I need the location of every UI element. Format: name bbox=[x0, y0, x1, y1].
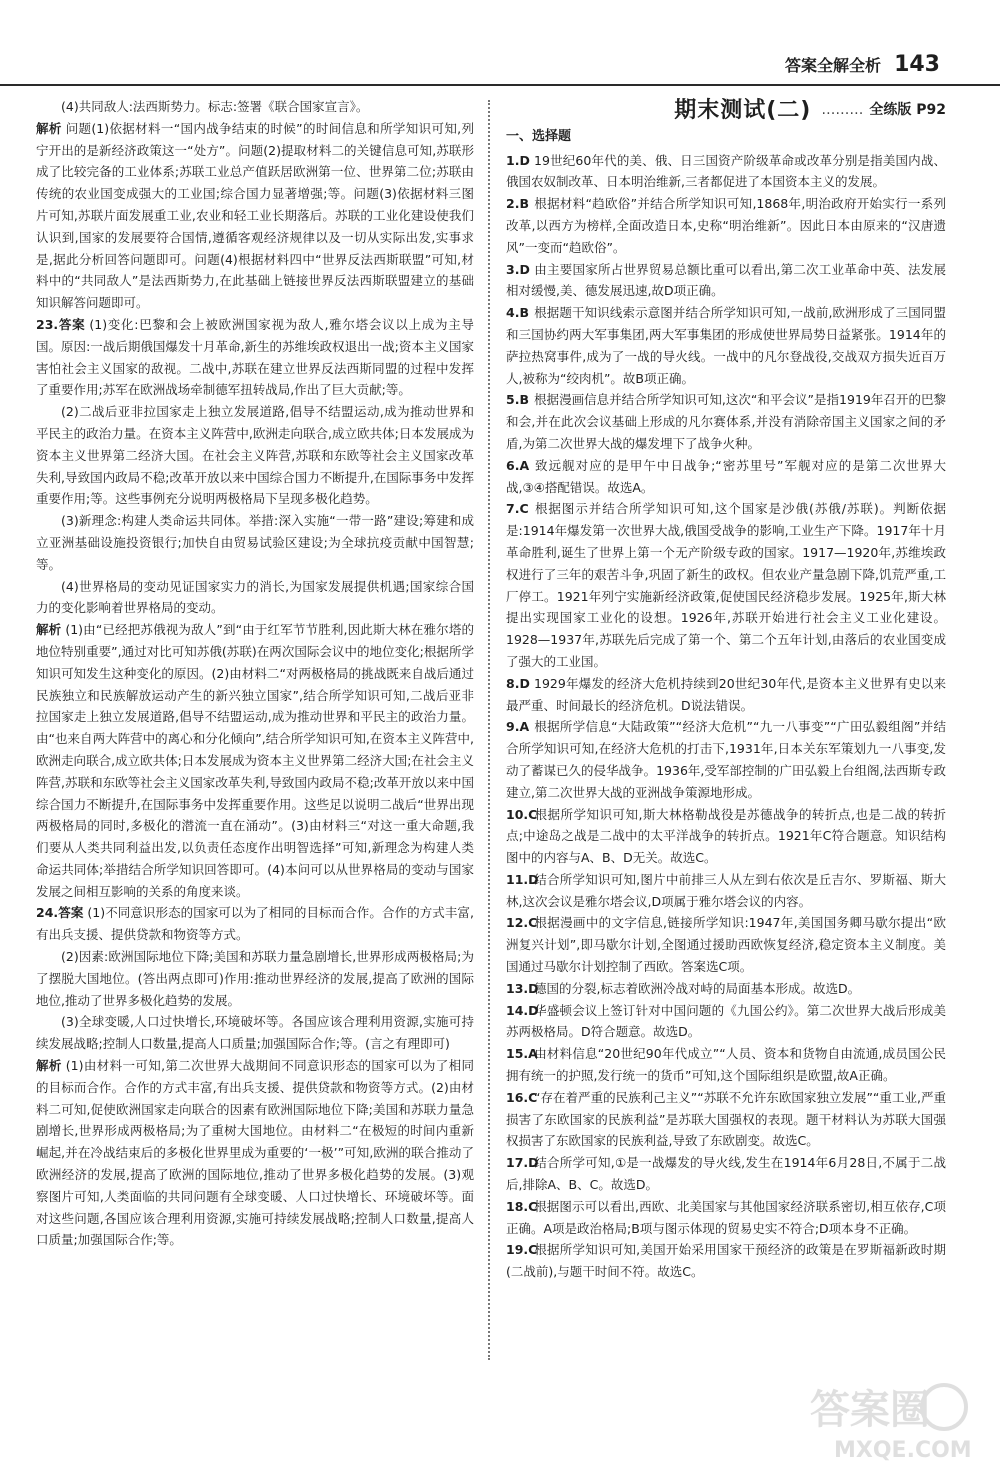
question-number: 10.C bbox=[506, 806, 538, 822]
answer-list bbox=[506, 150, 946, 1283]
answer-item bbox=[506, 978, 946, 1000]
answer-item bbox=[506, 498, 946, 672]
answer-text: 根据图示可以看出,西欧、北美国家与其他国家经济联系密切,相互依存,C项正确。A项是政治格局;B项与图示体现的贸易史实不符合;D项本身不正确。 bbox=[506, 1198, 946, 1236]
section-reference: 全练版 P92 bbox=[869, 102, 946, 118]
watermark-logo bbox=[804, 1373, 984, 1463]
answer-keyword: 解析 bbox=[36, 622, 62, 638]
section-title: 期末测试(二) bbox=[674, 98, 812, 123]
question-number: 1.D bbox=[506, 152, 530, 168]
answer-item bbox=[506, 912, 946, 977]
answer-text: 1929年爆发的经济大危机持续到20世纪30年代,是资本主义世界有史以来最严重、时间最长的经济危机。D说法错误。 bbox=[506, 675, 946, 713]
question-number: 12.C bbox=[506, 915, 538, 931]
paragraph-text: (3)新理念:构建人类命运共同体。举措:深入实施“一带一路”建设;筹建和成立亚洲基础设施投资银行;加快自由贸易试验区建设;为全球抗疫贡献中国智慧;等。 bbox=[36, 513, 474, 572]
question-number: 16.C bbox=[506, 1089, 538, 1105]
answer-item bbox=[506, 1152, 946, 1196]
answer-item bbox=[506, 869, 946, 913]
question-number: 14.D bbox=[506, 1002, 539, 1018]
answer-text: 结合所学知识可知,图片中前排三人从左到右依次是丘吉尔、罗斯福、斯大林,这次会议是雅尔塔会议,D项属于雅尔塔会议的内容。 bbox=[506, 871, 946, 909]
header-label: 答案全解全析 bbox=[784, 56, 881, 75]
answer-item bbox=[506, 389, 946, 454]
paragraph-text: (2)因素:欧洲国际地位下降;美国和苏联力量急剧增长,世界形成两极格局;为了摆脱大国地位。(答出两点即可)作用:推动世界经济的发展,提高了欧洲的国际地位,推动了世界多极化趋势的发展。 bbox=[36, 949, 474, 1008]
answer-item bbox=[506, 1196, 946, 1240]
paragraph-text: (4)共同敌人:法西斯势力。标志:签署《联合国家宣言》。 bbox=[61, 99, 369, 114]
answer-item bbox=[506, 716, 946, 803]
answer-item bbox=[506, 150, 946, 194]
question-number: 15.A bbox=[506, 1046, 538, 1062]
left-paragraph bbox=[36, 619, 474, 902]
answer-text: 根据漫画信息并结合所学知识可知,这次“和平会议”是指1919年召开的巴黎和会,并在此次会议基础上形成的凡尔赛体系,并没有消除帝国主义国家之间的矛盾,为第二次世界大战的爆发埋下了战争火种。 bbox=[506, 392, 946, 451]
left-column bbox=[36, 96, 474, 1251]
paragraph-text: (1)由“已经把苏俄视为敌人”到“由于红军节节胜利,因此斯大林在雅尔塔的地位特别重要”,通过对比可知苏俄(苏联)在两次国际会议中的地位变化;根据所学知识可知发生这种变化的原因。(2)由材料二“对两极格局的挑战既来自战后通过民族独立和民族解放运动产生的新兴独立国家”,结合所学知识可知,二战后亚非拉国家走上独立发展道路,倡导不结盟运动,成为推动世界和平民主的政治力量。由“也来自两大阵营中的离心和分化倾向”,结合所学知识可知,在资本主义阵营中,欧洲走向联合,成立欧共体;日本发展成为资本主义世界第二经济大国;在社会主义阵营,苏联和东欧等社会主义国家改革失利,导致国内政局不稳;改革开放以来中国综合国力不断提升,在国际事务中发挥重要作用。这些足以说明二战后“世界出现两极格局的同时,多极化的潜流一直在涌动”。(3)由材料三“对这一重大命题,我们要从人类共同利益出发,以负责任态度作出明智选择”可知,新理念为构建人类命运共同体;举措结合所学知识回答即可。(4)本问可以从世界格局的变动与国家发展之间相互影响的关系的角度来谈。 bbox=[36, 622, 474, 899]
answer-item bbox=[506, 804, 946, 869]
paragraph-text: 问题(1)依据材料一“国内战争结束的时候”的时间信息和所学知识可知,列宁开出的是新经济政策这一“处方”。问题(2)提取材料二的关键信息可知,苏联形成了比较完备的工业体系;苏联工业总产值跃居欧洲第一位、世界第二位;苏联由传统的农业国变成强大的工业国;综合国力显著增强;等。问题(3)依据材料三图片可知,苏联片面发展重工业,农业和轻工业长期落后。苏联的工业化建设使我们认识到,国家的发展要符合国情,遵循客观经济规律以及一切从实际出发,实事求是,据此分析回答问题即可。问题(4)根据材料四中“世界反法西斯联盟”可知,材料中的“共同敌人”是法西斯势力,在此基础上链接世界反法西斯联盟建立的基础知识解答问题即可。 bbox=[36, 120, 474, 311]
question-number: 13.D bbox=[506, 980, 539, 996]
paragraph-text: (1)不同意识形态的国家可以为了相同的目标而合作。合作的方式丰富,有出兵支援、提供贷款和物资等方式。 bbox=[36, 905, 474, 943]
paragraph-text: (1)由材料一可知,第二次世界大战期间不同意识形态的国家可以为了相同的目标而合作。合作的方式丰富,有出兵支援、提供贷款和物资等方式。(2)由材料二可知,促使欧洲国家走向联合的因素有欧洲国际地位下降;美国和苏联力量急剧增长,世界形成两极格局;为了重树大国地位。由材料二“在极短的时间内重新崛起,并在冷战结束后的多极化世界里成为重要的‘一极’”可知,欧洲的联合推动了欧洲经济的发展,提高了欧洲的国际地位,推动了世界多极化趋势的发展。(3)观察图片可知,人类面临的共同问题有全球变暖、人口过快增长、环境破坏等。面对这些问题,各国应该合理利用资源,实施可持续发展战略;控制人口数量,提高人口质量;加强国际合作;等。 bbox=[36, 1058, 474, 1248]
left-paragraph bbox=[36, 96, 474, 118]
page-header bbox=[785, 52, 940, 77]
paragraph-text: (3)全球变暖,人口过快增长,环境破坏等。各国应该合理利用资源,实施可持续发展战略;控制人口数量,提高人口质量;加强国际合作;等。(言之有理即可) bbox=[36, 1014, 474, 1052]
answer-text: 19世纪60年代的美、俄、日三国资产阶级革命或改革分别是指美国内战、俄国农奴制改革、日本明治维新,三者都促进了本国资本主义的发展。 bbox=[506, 152, 946, 190]
question-number: 2.B bbox=[506, 196, 529, 212]
answer-text: 德国的分裂,标志着欧洲冷战对峙的局面基本形成。故选D。 bbox=[534, 980, 861, 996]
left-paragraph bbox=[36, 118, 474, 314]
header-rule bbox=[0, 84, 1000, 86]
question-number: 6.A bbox=[506, 457, 530, 473]
right-column bbox=[506, 100, 946, 1283]
watermark-text: 答案圈 bbox=[810, 1387, 930, 1433]
left-paragraph bbox=[36, 1055, 474, 1251]
answer-text: 根据所学信息“大陆政策”“经济大危机”“九一八事变”“广田弘毅组阁”并结合所学知识可知,在经济大危机的打击下,1931年,日本关东军策划九一八事变,发动了蓄谋已久的侵华战争。1936年,受军部控制的广田弘毅上台组阁,法西斯专政建立,第二次世界大战的亚洲战争策源地形成。 bbox=[506, 719, 946, 800]
answer-item bbox=[506, 1239, 946, 1283]
answer-item bbox=[506, 673, 946, 717]
paragraph-text: (2)二战后亚非拉国家走上独立发展道路,倡导不结盟运动,成为推动世界和平民主的政治力量。在资本主义阵营中,欧洲走向联合,成立欧共体;日本发展成为资本主义世界第二经济大国。在社会主义阵营,苏联和东欧等社会主义国家改革失利,导致国内政局不稳;改革开放以来中国综合国力不断提升,在国际事务中发挥重要作用;等。这些事例充分说明两极格局下呈现多极化趋势。 bbox=[36, 404, 474, 507]
answer-text: 根据所学知识可知,美国开始采用国家干预经济的政策是在罗斯福新政时期(二战前),与题干时间不符。故选C。 bbox=[506, 1242, 946, 1280]
answer-text: 根据漫画中的文字信息,链接所学知识:1947年,美国国务卿马歇尔提出“欧洲复兴计划”,即马歇尔计划,全图通过援助西欧恢复经济,稳定资本主义制度。美国通过马歇尔计划控制了西欧。答案选C项。 bbox=[506, 915, 946, 975]
left-paragraph bbox=[36, 314, 474, 401]
question-number: 7.C bbox=[506, 501, 529, 517]
answer-item bbox=[506, 1087, 946, 1152]
answer-item bbox=[506, 302, 946, 389]
question-number: 19.C bbox=[506, 1242, 538, 1258]
answer-text: 由材料信息“20世纪90年代成立”“人员、资本和货物自由流通,成员国公民拥有统一的护照,发行统一的货币”可知,这个国际组织是欧盟,故A正确。 bbox=[506, 1046, 946, 1084]
answer-keyword: 答案 bbox=[58, 316, 86, 332]
question-number: 9.A bbox=[506, 719, 530, 735]
question-number: 24. bbox=[36, 905, 59, 921]
answer-text: 由主要国家所占世界贸易总额比重可以看出,第二次工业革命中英、法发展相对缓慢,美、德发展迅速,故D项正确。 bbox=[506, 261, 946, 299]
answer-text: 根据图示并结合所学知识可知,这个国家是沙俄(苏俄/苏联)。判断依据是:1914年爆发第一次世界大战,俄国受战争的影响,工业生产下降。1917年十月革命胜利,诞生了世界上第一个无产阶级专政的国家。1917—1920年,苏维埃政权进行了三年的艰苦斗争,巩固了新生的政权。但农业产量急剧下降,饥荒严重,工厂停工。1921年列宁实施新经济政策,促使国民经济稳步发展。1925年,斯大林提出实现国家工业化的设想。1926年,苏联开始进行社会主义工业化建设。1928—1937年,苏联先后完成了第一个、第二个五年计划,由落后的农业国变成了强大的工业国。 bbox=[506, 501, 946, 669]
answer-text: 根据所学知识可知,斯大林格勒战役是苏德战争的转折点,也是二战的转折点;中途岛之战是二战中的太平洋战争的转折点。1921年C符合题意。知识结构图中的内容与A、B、D无关。故选C。 bbox=[506, 806, 946, 866]
answer-item bbox=[506, 1043, 946, 1087]
answer-text: 华盛顿会议上签订针对中国问题的《九国公约》。第二次世界大战后形成美苏两极格局。D符合题意。故选D。 bbox=[506, 1002, 946, 1040]
part-title: 一、选择题 bbox=[506, 128, 572, 144]
column-divider bbox=[488, 100, 490, 1360]
answer-keyword: 解析 bbox=[36, 1058, 62, 1074]
watermark-subtext: MXQE.COM bbox=[834, 1438, 972, 1463]
question-number: 4.B bbox=[506, 305, 529, 321]
answer-text: 结合所学可知,①是一战爆发的导火线,发生在1914年6月28日,不属于二战后,排除A、B、C。故选D。 bbox=[506, 1155, 946, 1193]
page-number: 143 bbox=[894, 52, 940, 77]
left-paragraph bbox=[36, 576, 474, 620]
left-paragraph bbox=[36, 902, 474, 946]
question-number: 8.D bbox=[506, 675, 530, 691]
answer-text: 根据题干知识线索示意图并结合所学知识可知,一战前,欧洲形成了三国同盟和三国协约两大军事集团,两大军事集团的形成使世界局势日益紧张。1914年的萨拉热窝事件,成为了一战的导火线。一战中的凡尔登战役,交战双方损失近百万人,被称为“绞肉机”。故B项正确。 bbox=[506, 305, 946, 386]
section-dots: ……… bbox=[821, 102, 864, 118]
answer-item bbox=[506, 455, 946, 499]
question-number: 5.B bbox=[506, 392, 529, 408]
question-number: 23. bbox=[36, 316, 59, 332]
answer-text: “存在着严重的民族利己主义”“苏联不允许东欧国家独立发展”“重工业,严重损害了东欧国家的民族利益”是苏联大国强权的表现。题干材料认为苏联大国强权损害了东欧国家的民族利益,导致了东欧剧变。故选C。 bbox=[506, 1089, 946, 1149]
question-number: 11.D bbox=[506, 871, 539, 887]
question-number: 17.D bbox=[506, 1155, 539, 1171]
answer-keyword: 答案 bbox=[58, 905, 84, 921]
left-paragraph bbox=[36, 510, 474, 575]
left-paragraph bbox=[36, 1011, 474, 1055]
answer-item bbox=[506, 259, 946, 303]
paragraph-text: (4)世界格局的变动见证国家实力的消长,为国家发展提供机遇;国家综合国力的变化影响着世界格局的变动。 bbox=[36, 578, 474, 616]
question-number: 3.D bbox=[506, 261, 530, 277]
question-number: 18.C bbox=[506, 1198, 538, 1214]
answer-text: 致远舰对应的是甲午中日战争;“密苏里号”军舰对应的是第二次世界大战,③④搭配错误。故选A。 bbox=[506, 457, 946, 495]
left-paragraph bbox=[36, 401, 474, 510]
paragraph-text: (1)变化:巴黎和会上被欧洲国家视为敌人,雅尔塔会议以上成为主导国。原因:一战后期俄国爆发十月革命,新生的苏维埃政权退出一战;资本主义国家害怕社会主义国家的敌视。二战中,苏联在建立世界反法西斯同盟的过程中发挥了重要作用;苏军在欧洲战场牵制德军扭转战局,作出了巨大贡献;等。 bbox=[36, 316, 474, 398]
answer-text: 根据材料“趋欧俗”并结合所学知识可知,1868年,明治政府开始实行一系列改革,以西方为榜样,全面改造日本,史称“明治维新”。因此日本由原来的“汉唐遗风”一变而“趋欧俗”。 bbox=[506, 196, 946, 255]
section-header bbox=[506, 100, 946, 122]
answer-item bbox=[506, 193, 946, 258]
left-paragraph bbox=[36, 946, 474, 1011]
answer-item bbox=[506, 1000, 946, 1044]
answer-keyword: 解析 bbox=[36, 120, 62, 136]
